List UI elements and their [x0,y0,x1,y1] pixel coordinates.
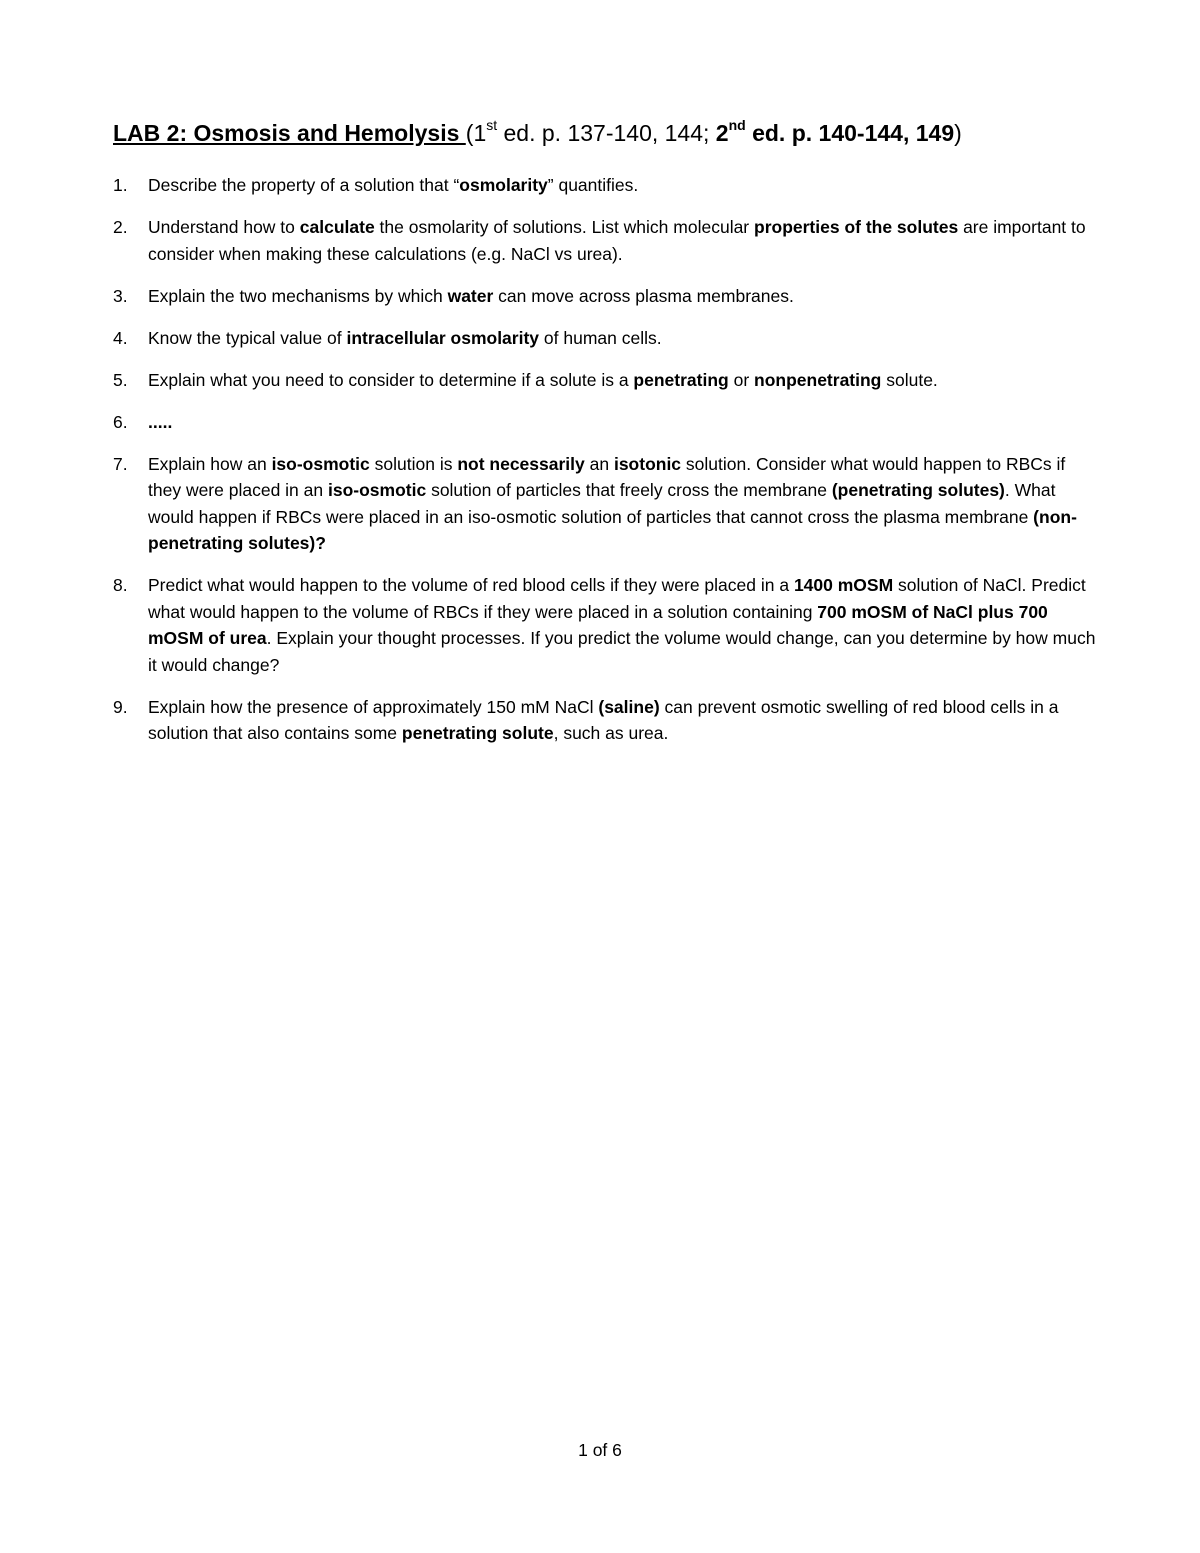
list-item-text [148,370,938,390]
bold-term: (non-penetrating solutes)? [148,506,1077,553]
text-run: Explain how an [148,453,272,474]
text-run: Understand how to [148,217,300,237]
text-run: Describe the property of a solution that “ [148,175,460,195]
title-edition-1: ed. p. 137-140, 144; [497,120,716,146]
text-run: solution of NaCl. Predict what would happen to the volume of RBCs if they were placed in a solution containing [148,575,1086,622]
list-item-text [148,175,638,195]
text-run: solution is [369,453,458,474]
bold-term: water [447,285,494,306]
bold-term: (penetrating solutes) [831,480,1005,500]
bold-term: penetrating [633,369,729,390]
list-item-text [148,286,794,306]
title-main: LAB 2: Osmosis and Hemolysis [113,120,466,146]
list-item-number: 1. [113,175,128,195]
bold-term: (saline) [598,696,660,717]
title-paren-close: ) [954,120,962,146]
text-run: , such as urea. [553,723,669,743]
list-item-text [148,454,1077,554]
list-item-text [148,217,1086,264]
list-item [113,172,1098,199]
bold-term: iso-osmotic [327,480,427,500]
text-run: Explain how the presence of approximately 150 mM NaCl [148,696,599,717]
bold-term: osmolarity [459,175,548,195]
list-item [113,283,1098,310]
list-item [113,409,1098,436]
bold-term: calculate [299,217,375,237]
page-title [113,118,1113,148]
text-run: an [584,453,614,474]
bold-term: iso-osmotic [271,453,370,474]
list-item-number: 7. [113,453,128,474]
list-item-text [148,412,172,432]
bold-term: ..... [148,411,173,432]
objectives-list [113,172,1098,762]
text-run: solution of particles that freely cross the membrane [426,480,832,500]
bold-term: properties of the solutes [754,217,959,237]
title-sup-1: st [486,117,498,134]
list-item-text [148,328,662,348]
text-run: Predict what would happen to the volume of red blood cells if they were placed in a [148,575,794,595]
list-item-number: 4. [113,327,128,348]
bold-term: nonpenetrating [754,369,882,390]
list-item-number: 3. [113,285,128,306]
text-run: . Explain your thought processes. If you predict the volume would change, can you determine by how much it would change? [148,628,1096,675]
bold-term: isotonic [613,453,682,474]
text-run: Know the typical value of [148,327,347,348]
bold-term: not necessarily [457,453,585,474]
title-paren-open: (1 [465,120,487,146]
list-item-number: 9. [113,696,128,717]
list-item [113,694,1098,747]
list-item-number: 5. [113,369,128,390]
text-run: Explain the two mechanisms by which [148,285,448,306]
list-item [113,572,1098,678]
title-edition-2: ed. p. 140-144, 149 [745,120,955,146]
list-item [113,214,1098,267]
title-sup-2: nd [728,117,746,134]
text-run: of human cells. [539,327,662,348]
text-run: are important to consider when making these calculations (e.g. NaCl vs urea). [148,217,1086,264]
text-run: the osmolarity of solutions. List which molecular [374,217,754,237]
text-run: Explain what you need to consider to determine if a solute is a [148,369,634,390]
list-item-number: 6. [113,411,128,432]
text-run: or [728,369,755,390]
list-item [113,367,1098,394]
bold-term: 700 mOSM of NaCl plus 700 mOSM of urea [148,601,1048,648]
list-item-text [148,697,1058,744]
text-run: . What would happen if RBCs were placed in an iso-osmotic solution of particles that cannot cross the plasma membrane [148,480,1056,527]
bold-term: 1400 mOSM [793,575,894,595]
list-item [113,451,1098,557]
title-two: 2 [715,120,729,146]
list-item-number: 8. [113,575,128,595]
text-run: can prevent osmotic swelling of red blood cells in a solution that also contains some [148,696,1059,743]
text-run: can move across plasma membranes. [493,285,794,306]
bold-term: penetrating solute [401,723,554,743]
list-item [113,325,1098,352]
list-item-text [148,575,1095,675]
text-run: solute. [881,369,938,390]
text-run: solution. Consider what would happen to RBCs if they were placed in an [148,453,1066,500]
text-run: ” quantifies. [547,175,639,195]
bold-term: intracellular osmolarity [346,327,540,348]
list-item-number: 2. [113,217,128,237]
page-number: 1 of 6 [578,1440,622,1460]
